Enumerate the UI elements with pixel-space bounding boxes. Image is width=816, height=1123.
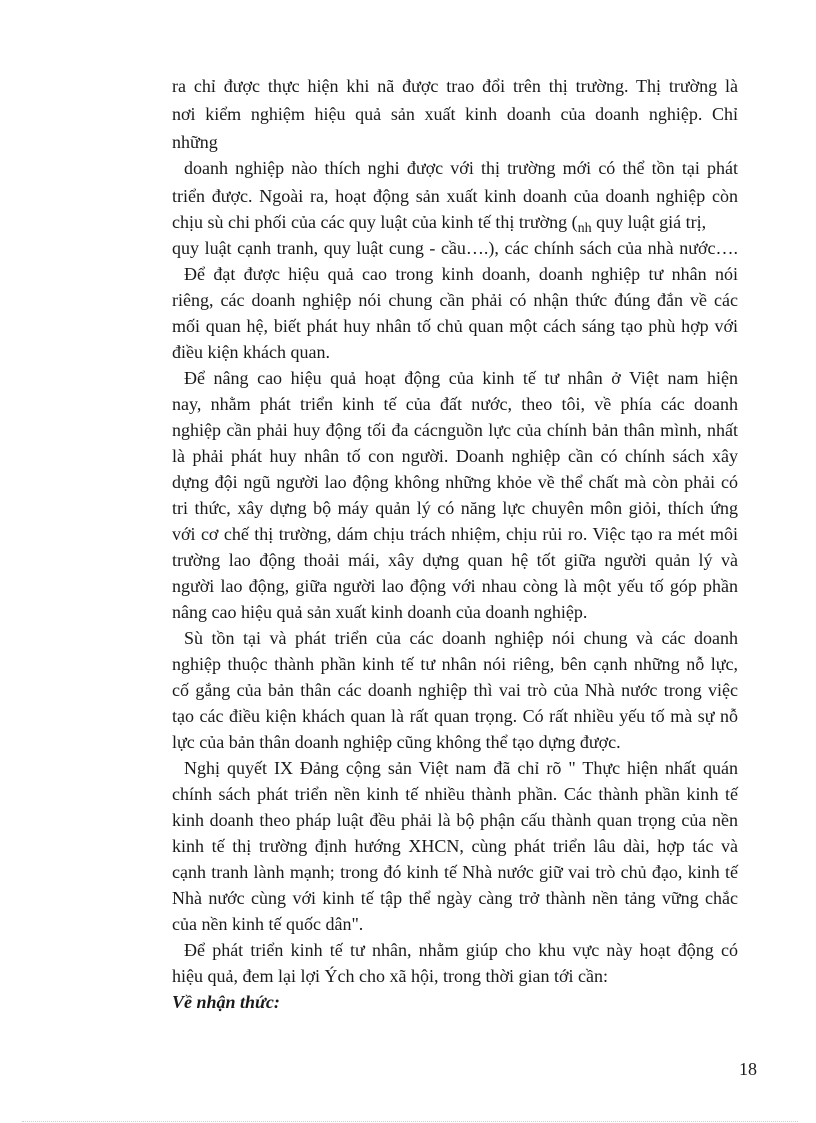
text-line: quy luật cạnh tranh, quy luật cung - cầu….), các chính sách của nhà nước….: [172, 238, 738, 258]
text-line: nay, nhằm phát triển kinh tế của đất nước, theo tôi, về phía các doanh: [172, 394, 738, 414]
text-line: cố gắng của bản thân các doanh nghiệp thì vai trò của Nhà nước trong việc: [172, 680, 738, 700]
text-line: Sù tồn tại và phát triển của các doanh nghiệp nói chung và các doanh: [184, 628, 738, 648]
text-line: với cơ chế thị trường, dám chịu trách nhiệm, chịu rủi ro. Việc tạo ra mét môi: [172, 524, 738, 544]
text-line: mối quan hệ, biết phát huy nhân tố chủ quan một cách sáng tạo phù hợp với: [172, 316, 738, 336]
text-line: riêng, các doanh nghiệp nói chung cần phải có nhận thức đúng đắn về các: [172, 290, 738, 310]
text-segment-subscript: nh: [577, 221, 592, 236]
text-line: [172, 210, 738, 234]
text-line: hiệu quả, đem lại lợi Ých cho xã hội, trong thời gian tới cần:: [172, 966, 608, 986]
text-line: người lao động, giữa người lao động với nhau còng là một yếu tố góp phần: [172, 576, 738, 596]
text-line: nâng cao hiệu quả sản xuất kinh doanh của doanh nghiệp.: [172, 602, 588, 622]
text-line: trường lao động thoải mái, xây dựng quan hệ tốt giữa người quản lý và: [172, 550, 738, 570]
text-line: những: [172, 132, 218, 152]
text-line: là phải phát huy nhân tố con người. Doanh nghiệp cần có chính sách xây: [172, 446, 738, 466]
text-line: Để phát triển kinh tế tư nhân, nhằm giúp cho khu vực này hoạt động có: [184, 940, 738, 960]
text-line: ra chỉ được thực hiện khi nã được trao đổi trên thị trường. Thị trường là: [172, 76, 738, 96]
text-line: điều kiện khách quan.: [172, 342, 330, 362]
text-line: dựng đội ngũ người lao động không những khỏe về thể chất mà còn phải có: [172, 472, 738, 492]
section-heading: Về nhận thức:: [172, 992, 280, 1012]
text-line: của nền kinh tế quốc dân".: [172, 914, 364, 934]
text-line: Nghị quyết IX Đảng cộng sản Việt nam đã chỉ rõ " Thực hiện nhất quán: [184, 758, 738, 778]
text-line: Để đạt được hiệu quả cao trong kinh doanh, doanh nghiệp tư nhân nói: [184, 264, 738, 284]
text-line: doanh nghiệp nào thích nghi được với thị trường mới có thể tồn tại phát: [184, 158, 738, 178]
text-line: lực của bản thân doanh nghiệp cũng không thể tạo dựng được.: [172, 732, 621, 752]
text-line: tạo các điều kiện khách quan là rất quan trọng. Có rất nhiều yếu tố mà sự nỗ: [172, 706, 738, 726]
page-number: 18: [739, 1059, 757, 1079]
text-line: kinh doanh theo pháp luật đều phải là bộ phận cấu thành quan trọng của nền: [172, 810, 738, 830]
text-segment: quy luật giá trị,: [591, 212, 707, 232]
text-segment: chịu sù chi phối của các quy luật của kinh tế thị trường (: [172, 212, 578, 232]
text-line: chính sách phát triển nền kinh tế nhiều thành phần. Các thành phần kinh tế: [172, 784, 738, 804]
text-line: cạnh tranh lành mạnh; trong đó kinh tế Nhà nước giữ vai trò chủ đạo, kinh tế: [172, 862, 738, 882]
text-line: nghiệp thuộc thành phần kinh tế tư nhân nói riêng, bên cạnh những nỗ lực,: [172, 654, 738, 674]
text-line: Nhà nước cùng với kinh tế tập thể ngày càng trở thành nền tảng vững chắc: [172, 888, 738, 908]
text-line: kinh tế thị trường định hướng XHCN, cùng phát triển lâu dài, hợp tác và: [172, 836, 738, 856]
text-line: Để nâng cao hiệu quả hoạt động của kinh tế tư nhân ở Việt nam hiện: [184, 368, 738, 388]
text-line: nơi kiểm nghiệm hiệu quả sản xuất kinh doanh của doanh nghiệp. Chỉ: [172, 104, 738, 124]
page-bottom-rule: [22, 1121, 798, 1122]
text-line: triển được. Ngoài ra, hoạt động sản xuất kinh doanh của doanh nghiệp còn: [172, 186, 738, 206]
text-line: nghiệp cần phải huy động tối đa cácnguồn lực của chính bản thân mình, nhất: [172, 420, 738, 440]
text-line: tri thức, xây dựng bộ máy quản lý có năng lực chuyên môn giỏi, thích ứng: [172, 498, 738, 518]
